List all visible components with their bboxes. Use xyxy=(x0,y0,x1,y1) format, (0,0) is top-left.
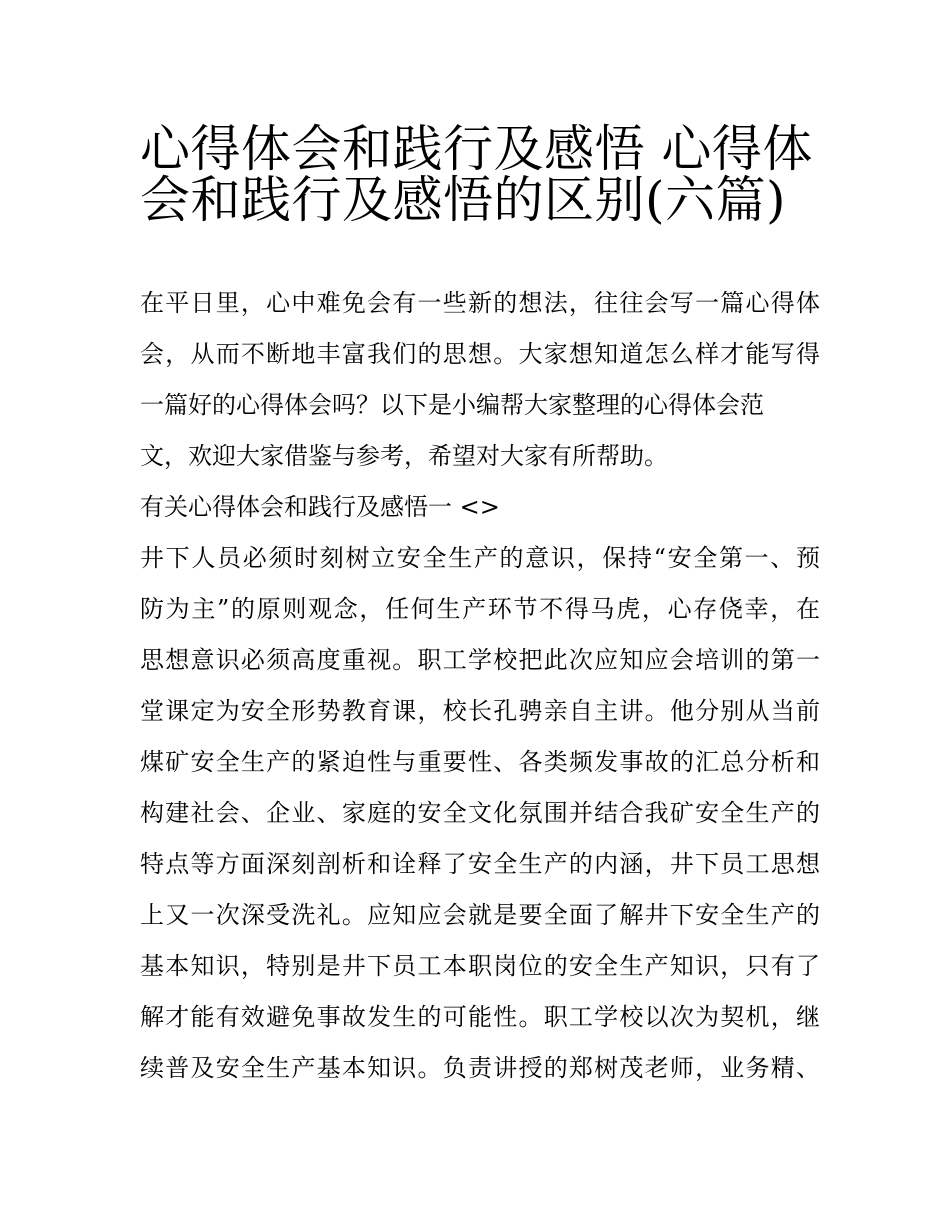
text-line: 防为主”的原则观念，任何生产环节不得马虎，心存侥幸，在 xyxy=(140,595,820,623)
text-line: 堂课定为安全形势教育课，校长孔骋亲自主讲。他分别从当前 xyxy=(140,697,820,725)
text-line: 上又一次深受洗礼。应知应会就是要全面了解井下安全生产的 xyxy=(140,901,820,929)
text-line: 在平日里，心中难免会有一些新的想法，往往会写一篇心得体 xyxy=(140,289,820,317)
section-paragraph xyxy=(140,533,820,1094)
document-body xyxy=(140,278,820,1094)
text-line: 特点等方面深刻剖析和诠释了安全生产的内涵，井下员工思想 xyxy=(140,850,820,878)
text-line: 基本知识，特别是井下员工本职岗位的安全生产知识，只有了 xyxy=(140,952,820,980)
text-line: 煤矿安全生产的紧迫性与重要性、各类频发事故的汇总分析和 xyxy=(140,748,820,776)
text-line: 会，从而不断地丰富我们的思想。大家想知道怎么样才能写得 xyxy=(140,340,820,368)
text-line: 一篇好的心得体会吗？以下是小编帮大家整理的心得体会范 xyxy=(140,391,764,419)
title-line: 会和践行及感悟的区别(六篇) xyxy=(140,171,787,229)
text-line: 续普及安全生产基本知识。负责讲授的郑树茂老师，业务精、 xyxy=(140,1054,820,1082)
text-line: 思想意识必须高度重视。职工学校把此次应知应会培训的第一 xyxy=(140,646,820,674)
section-heading-text: 有关心得体会和践行及感悟一 <> xyxy=(140,493,500,521)
text-line: 井下人员必须时刻树立安全生产的意识，保持“安全第一、预 xyxy=(140,544,820,572)
document-title xyxy=(140,116,820,229)
title-line: 心得体会和践行及感悟 心得体 xyxy=(140,120,813,178)
text-line: 文，欢迎大家借鉴与参考，希望对大家有所帮助。 xyxy=(140,442,668,470)
text-line: 解才能有效避免事故发生的可能性。职工学校以次为契机，继 xyxy=(140,1003,820,1031)
section-heading xyxy=(140,482,820,533)
text-line: 构建社会、企业、家庭的安全文化氛围并结合我矿安全生产的 xyxy=(140,799,820,827)
intro-paragraph xyxy=(140,278,820,482)
